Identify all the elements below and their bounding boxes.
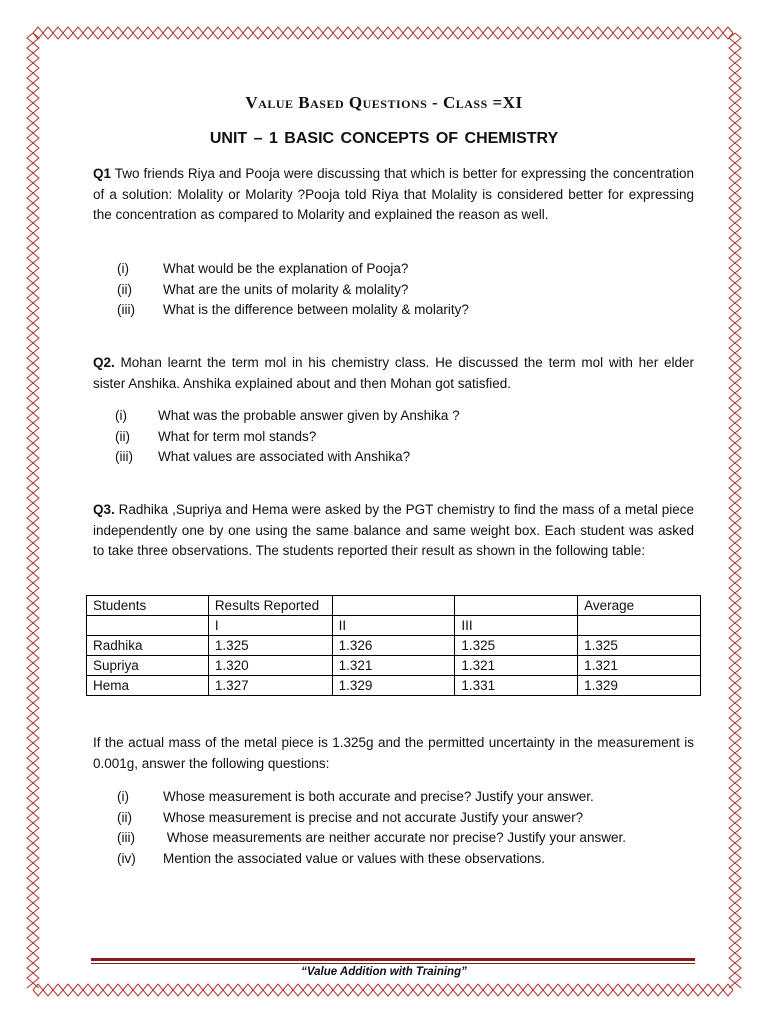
question-3-followup: If the actual mass of the metal piece is 1.325g and the permitted uncertainty in the measurement is 0.001g, answer the following questions: [93, 735, 694, 771]
table-cell: 1.321 [332, 656, 455, 676]
table-header-row [87, 596, 701, 616]
list-item [117, 259, 677, 280]
table-header-cell [455, 596, 578, 616]
table-header-cell: Students [87, 596, 209, 616]
footer-motto: “Value Addition with Training” [301, 966, 467, 978]
list-item [117, 828, 677, 849]
footer-rule-thin [91, 963, 695, 964]
item-text: Whose measurement is precise and not accurate Justify your answer? [163, 809, 584, 825]
border-zigzag [33, 990, 733, 996]
table-cell: 1.325 [578, 636, 701, 656]
table-cell: 1.331 [455, 676, 578, 696]
question-1-label: Q1 [93, 166, 112, 181]
item-text: Whose measurements are neither accurate nor precise? Justify your answer. [163, 830, 626, 845]
question-2-subquestions [115, 406, 675, 468]
table-header-cell: III [455, 616, 578, 636]
table-cell: 1.327 [208, 676, 332, 696]
table-cell: 1.329 [578, 676, 701, 696]
border-zigzag [735, 33, 741, 988]
item-number: (ii) [117, 281, 132, 297]
table-cell: Radhika [87, 636, 209, 656]
list-item [117, 280, 677, 301]
question-2-label: Q2. [93, 355, 115, 370]
border-zigzag [33, 27, 733, 33]
item-text: What for term mol stands? [158, 428, 317, 444]
item-text: Mention the associated value or values with these observations. [163, 850, 545, 866]
item-number: (iii) [115, 449, 133, 464]
item-text: What values are associated with Anshika? [158, 449, 411, 464]
table-row [87, 676, 701, 696]
border-zigzag [33, 33, 733, 39]
table-subheader-row [87, 616, 701, 636]
item-text: What was the probable answer given by Anshika ? [158, 408, 460, 423]
question-1-text: Two friends Riya and Pooja were discussing that which is better for expressing the concentration of a solution: Molality or Molarity ?Pooja told Riya that Molality is considered better for expressing the concentration as compared to Molarity and explained the reason as well. [93, 166, 694, 222]
item-number: (i) [117, 789, 129, 804]
table-header-cell: Results Reported [208, 596, 332, 616]
list-item [117, 787, 677, 808]
item-text: What are the units of molarity & molality? [163, 281, 409, 297]
border-zigzag [33, 33, 39, 988]
table-cell: Supriya [87, 656, 209, 676]
table-header-cell: I [208, 616, 332, 636]
table-row [87, 636, 701, 656]
table-cell: Hema [87, 676, 209, 696]
question-2-text: Mohan learnt the term mol in his chemistry class. He discussed the term mol with her elder sister Anshika. Anshika explained about and then Mohan got satisfied. [93, 355, 694, 391]
question-3 [93, 500, 694, 562]
unit-heading: UNIT – 1 BASIC CONCEPTS OF CHEMISTRY [209, 130, 559, 147]
footer-rule [91, 958, 695, 961]
table-cell: 1.320 [208, 656, 332, 676]
question-1-subquestions [117, 259, 677, 321]
item-text: Whose measurement is both accurate and precise? Justify your answer. [163, 789, 594, 804]
list-item [117, 808, 677, 829]
item-number: (i) [117, 261, 129, 276]
list-item [117, 849, 677, 870]
list-item [117, 300, 677, 321]
table-cell: 1.325 [208, 636, 332, 656]
table-header-cell: Average [578, 596, 701, 616]
question-3-text: Radhika ,Supriya and Hema were asked by the PGT chemistry to find the mass of a metal piece independently one by one using the same balance and same weight box. Each student was asked to take three observations. The students reported their result as shown in the following table: [93, 502, 694, 558]
list-item [115, 427, 675, 448]
table-cell: 1.326 [332, 636, 455, 656]
item-number: (iv) [117, 850, 136, 866]
results-table [86, 595, 701, 696]
question-3-label: Q3. [93, 502, 115, 517]
item-number: (iii) [117, 830, 135, 845]
table-header-cell [332, 596, 455, 616]
list-item [115, 406, 675, 427]
item-number: (iii) [117, 302, 135, 317]
table-cell: 1.325 [455, 636, 578, 656]
item-text: What would be the explanation of Pooja? [163, 261, 409, 276]
border-zigzag [33, 984, 733, 990]
question-2 [93, 353, 694, 394]
table-header-cell [578, 616, 701, 636]
table-header-cell [87, 616, 209, 636]
item-number: (ii) [117, 809, 132, 825]
page-title: Value Based Questions - Class =XI [245, 93, 523, 112]
table-cell: 1.321 [578, 656, 701, 676]
item-text: What is the difference between molality & molarity? [163, 302, 469, 317]
border-zigzag [27, 33, 33, 988]
border-zigzag [729, 33, 735, 988]
item-number: (i) [115, 408, 127, 423]
list-item [115, 447, 675, 468]
table-cell: 1.321 [455, 656, 578, 676]
table-header-cell: II [332, 616, 455, 636]
table-row [87, 656, 701, 676]
item-number: (ii) [115, 428, 130, 444]
table-cell: 1.329 [332, 676, 455, 696]
question-1 [93, 164, 694, 226]
question-3-subquestions [117, 787, 677, 869]
